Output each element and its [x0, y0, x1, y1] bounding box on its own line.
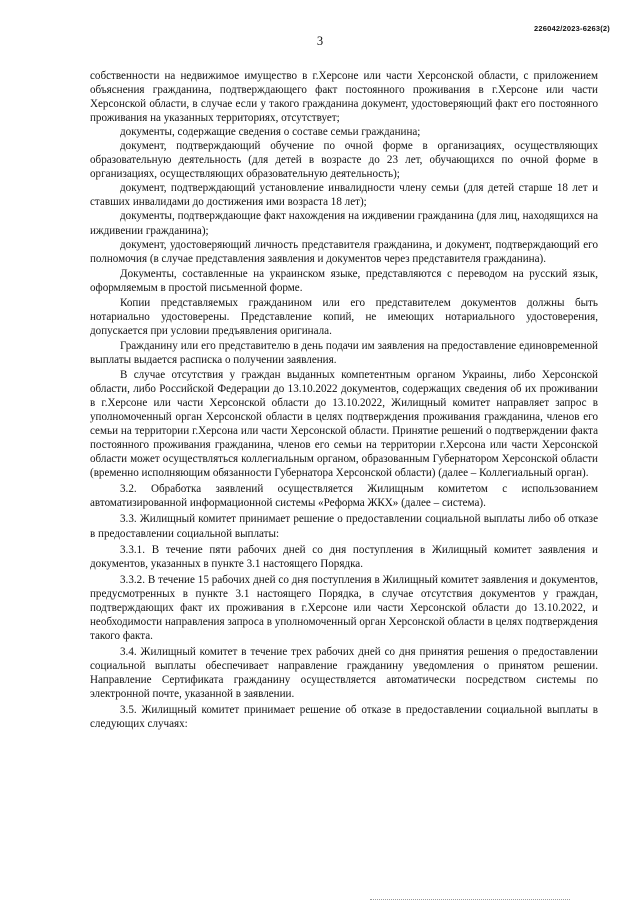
paragraph-3-2: 3.2. Обработка заявлений осуществляется Жилищным комитетом с использованием автоматизированной информационной системы «Реформа ЖКХ» (далее – система).: [90, 483, 598, 510]
page-number: 3: [316, 34, 324, 48]
paragraph-3-5: 3.5. Жилищный комитет принимает решение об отказе в предоставлении социальной выплаты в следующих случаях:: [90, 704, 598, 731]
paragraph-full-time-education: документ, подтверждающий обучение по очной форме в организациях, осуществляющих образовательную деятельность (для детей в возрасте до 23 лет, обучающихся по очной форме в организациях, осуществляющих образовательную деятельность);: [90, 140, 598, 181]
document-body: [90, 69, 598, 731]
paragraph-dependents: документы, подтверждающие факт нахождения на иждивении гражданина (для лиц, находящихся на иждивении гражданина);: [90, 210, 598, 237]
paragraph-ukrainian-translation: Документы, составленные на украинском языке, представляются с переводом на русский язык, оформляемым в простой письменной форме.: [90, 267, 598, 294]
paragraph-disability: документ, подтверждающий установление инвалидности члену семьи (для детей старше 18 лет и ставших инвалидами до достижения ими возраста 18 лет);: [90, 182, 598, 209]
paragraph-receipt: Гражданину или его представителю в день подачи им заявления на предоставление единовременной выплаты выдается расписка о получении заявления.: [90, 339, 598, 366]
paragraph-notarized-copies: Копии представляемых гражданином или его представителем документов должны быть нотариально удостоверены. Представление копий, не имеющих нотариального удостоверения, допускается при условии предъявления оригинала.: [90, 296, 598, 337]
paragraph-3-4: 3.4. Жилищный комитет в течение трех рабочих дней со дня принятия решения о предоставлении социальной выплаты обеспечивает направление гражданину уведомления о принятом решении. Направление Сертификата гражданину осуществляется автоматически посредством системы по электронной почте, указанной в заявлении.: [90, 645, 598, 701]
paragraph-3-3-2: 3.3.2. В течение 15 рабочих дней со дня поступления в Жилищный комитет заявления и документов, предусмотренных в пункте 3.1 настоящего Порядка, в случае отсутствия документов у граждан, подтверждающих факт их проживания в г.Херсоне или части Херсонской области до 13.10.2022, и необходимости направления запроса в уполномоченный орган Херсонской области в целях подтверждения такого факта.: [90, 573, 598, 642]
paragraph-representative-identity: документ, удостоверяющий личность представителя гражданина, и документ, подтверждающий его полномочия (в случае представления заявления и документов через представителя гражданина).: [90, 238, 598, 265]
scan-artifact-line: [370, 899, 570, 902]
paragraph-missing-documents: В случае отсутствия у граждан выданных компетентным органом Украины, либо Херсонской области, либо Российской Федерации до 13.10.2022 документов, содержащих сведения об их проживании в г.Херсоне или части Херсонской области до 13.10.2022, Жилищный комитет направляет запрос в уполномоченный орган Херсонской области в целях подтверждения проживания гражданина, членов его семьи на территории г.Херсона или части Херсонской области. Принятие решений о подтверждении факта постоянного проживания гражданина, членов его семьи на территории г.Херсона или части Херсонской области может осуществляться коллегиальным органом, образованным Губернатором Херсонской области (временно исполняющим обязанности Губернатора Херсонской области) (далее – Коллегиальный орган).: [90, 368, 598, 480]
paragraph-ownership-continuation: собственности на недвижимое имущество в г.Херсоне или части Херсонской области, с приложением объяснения гражданина, подтверждающего факт постоянного проживания в г.Херсоне или части Херсонской области, в случае если у такого гражданина документ, удостоверяющий факт его постоянного проживания на указанных территориях, отсутствует;: [90, 70, 598, 125]
paragraph-3-3-1: 3.3.1. В течение пяти рабочих дней со дня поступления в Жилищный комитет заявления и документов, указанных в пункте 3.1 настоящего Порядка.: [90, 543, 598, 570]
paragraph-3-3: 3.3. Жилищный комитет принимает решение о предоставлении социальной выплаты либо об отказе в предоставлении социальной выплаты:: [90, 513, 598, 540]
document-id: 226042/2023-6263(2): [534, 24, 610, 33]
paragraph-family-composition: документы, содержащие сведения о составе семьи гражданина;: [120, 126, 421, 139]
